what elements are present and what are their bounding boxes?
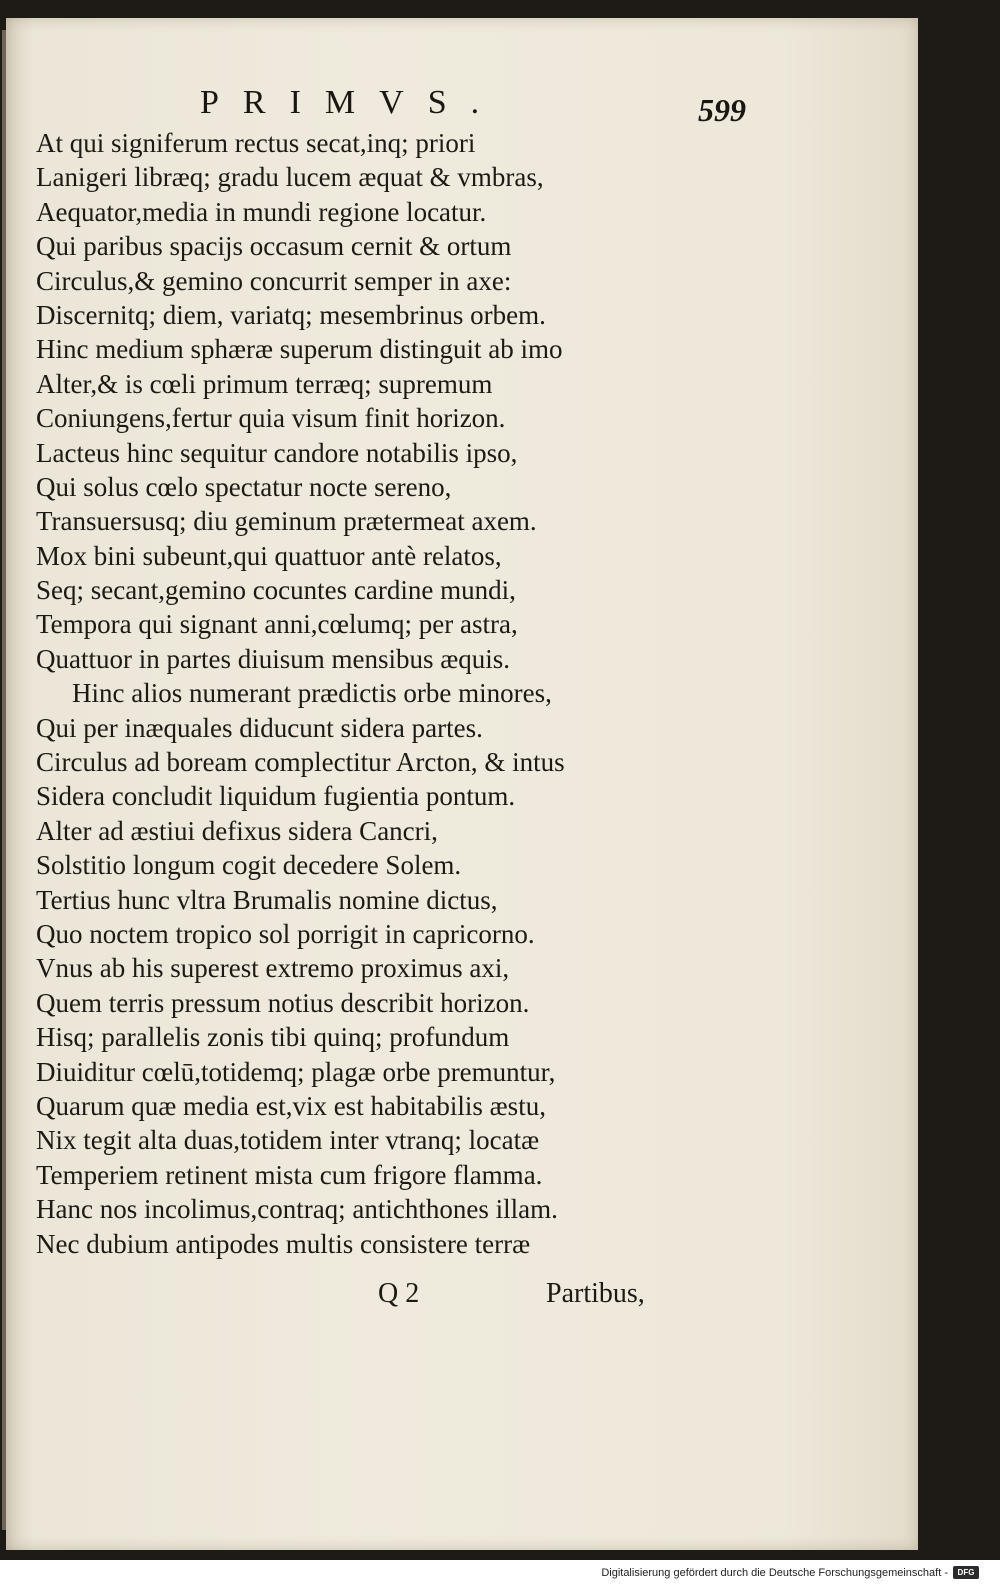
verse-line: Temperiem retinent mista cum frigore flamma. — [36, 1159, 543, 1190]
verse-line: Solstitio longum cogit decedere Solem. — [36, 850, 462, 881]
verse-line: Alter ad æstiui defixus sidera Cancri, — [36, 815, 438, 846]
verse-line: Transuersusq; diu geminum prætermeat axem. — [36, 506, 537, 537]
verse-line: Vnus ab his superest extremo proximus axi, — [36, 953, 510, 984]
verse-line: Tempora qui signant anni,cœlumq; per astra, — [36, 609, 518, 640]
verse-line: Lacteus hinc sequitur candore notabilis ipso, — [36, 437, 518, 468]
verse-line: Lanigeri libræq; gradu lucem æquat & vmbras, — [36, 162, 544, 193]
verse-line: Qui paribus spacijs occasum cernit & ortum — [36, 231, 512, 262]
verse-line: At qui signiferum rectus secat,inq; priori — [36, 128, 476, 158]
verse-line: Discernitq; diem, variatq; mesembrinus orbem. — [36, 299, 546, 330]
page-number: 599 — [698, 92, 746, 128]
verse-line: Mox bini subeunt,qui quattuor antè relatos, — [36, 540, 502, 571]
verse-line: Coniungens,fertur quia visum finit horizon. — [36, 403, 506, 434]
verse-line: Quattuor in partes diuisum mensibus æquis. — [36, 643, 510, 674]
dfg-logo: DFG — [953, 1566, 979, 1579]
verse-line: Seq; secant,gemino cocuntes cardine mundi, — [36, 575, 516, 606]
verse-line: Aequator,media in mundi regione locatur. — [36, 196, 487, 227]
verse-line: Diuiditur cœlū,totidemq; plagæ orbe premuntur, — [36, 1056, 556, 1087]
verse-line: Sidera concludit liquidum fugientia pontum. — [36, 781, 516, 812]
verse-line: Nec dubium antipodes multis consistere terræ — [36, 1228, 531, 1259]
verse-line: Alter,& is cœli primum terræq; supremum — [36, 368, 493, 399]
verse-line: Circulus,& gemino concurrit semper in axe: — [36, 265, 512, 296]
verse-line: Quarum quæ media est,vix est habitabilis æstu, — [36, 1090, 546, 1121]
verse-line: Hinc medium sphæræ superum distinguit ab imo — [36, 334, 563, 365]
page-edge — [2, 30, 6, 1530]
verse-block — [36, 126, 896, 1261]
verse-line: Tertius hunc vltra Brumalis nomine dictus, — [36, 884, 498, 915]
verse-line: Hanc nos incolimus,contraq; antichthones illam. — [36, 1194, 558, 1225]
verse-line: Qui per inæquales diducunt sidera partes. — [36, 712, 483, 743]
funding-credit: Digitalisierung gefördert durch die Deutsche Forschungsgemeinschaft - — [601, 1567, 948, 1579]
verse-line: Nix tegit alta duas,totidem inter vtranq; locatæ — [36, 1125, 540, 1156]
running-head: PRIMVS. — [200, 84, 504, 121]
catchword: Partibus, — [546, 1278, 645, 1309]
signature-mark: Q 2 — [378, 1278, 420, 1309]
verse-line: Hinc alios numerant prædictis orbe minores, — [72, 678, 552, 709]
verse-line: Hisq; parallelis zonis tibi quinq; profundum — [36, 1022, 510, 1053]
verse-line: Circulus ad boream complectitur Arcton, & intus — [36, 747, 565, 778]
verse-line: Quo noctem tropico sol porrigit in capricorno. — [36, 918, 535, 949]
verse-line: Quem terris pressum notius describit horizon. — [36, 987, 530, 1018]
verse-line: Qui solus cœlo spectatur nocte sereno, — [36, 471, 452, 502]
